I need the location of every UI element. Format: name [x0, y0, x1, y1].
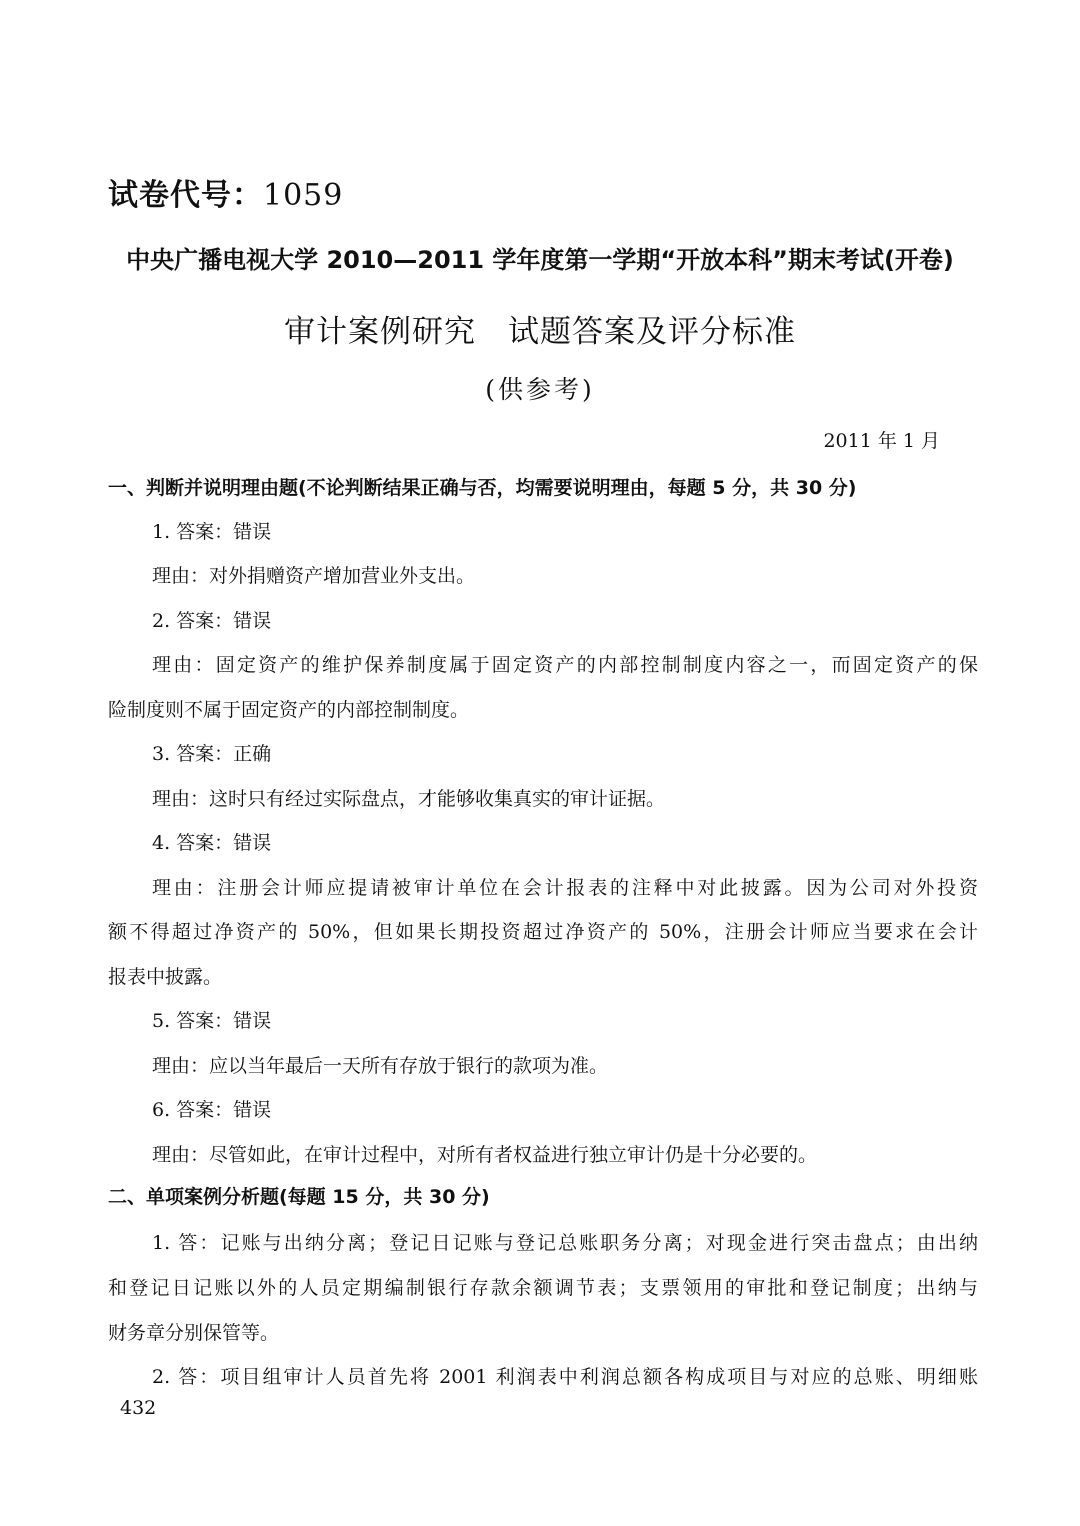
paper-code [108, 170, 343, 214]
page-number: 432 [120, 1397, 157, 1419]
q2-reason-line-1: 理由：固定资产的维护保养制度属于固定资产的内部控制制度内容之一，而固定资产的保 [152, 654, 978, 676]
q4-reason-line-1: 理由：注册会计师应提请被审计单位在会计报表的注释中对此披露。因为公司对外投资 [152, 877, 978, 899]
q6-reason: 理由：尽管如此，在审计过程中，对所有者权益进行独立审计仍是十分必要的。 [152, 1144, 818, 1166]
paper-code-number: 1059 [263, 178, 344, 213]
q5-answer: 5. 答案：错误 [152, 1010, 272, 1032]
s2-q1-line-1: 1. 答：记账与出纳分离；登记日记账与登记总账职务分离；对现金进行突击盘点；由出纳 [152, 1232, 978, 1254]
exam-header: 中央广播电视大学 2010—2011 学年度第一学期“开放本科”期末考试(开卷) [126, 246, 954, 274]
q3-reason: 理由：这时只有经过实际盘点，才能够收集真实的审计证据。 [152, 788, 666, 810]
exam-date: 2011 年 1 月 [823, 430, 940, 452]
section-1-title: 一、判断并说明理由题(不论判断结果正确与否，均需要说明理由，每题 5 分，共 30 分) [108, 477, 857, 499]
q2-reason-line-2: 险制度则不属于固定资产的内部控制制度。 [108, 699, 470, 721]
q2-answer: 2. 答案：错误 [152, 610, 272, 632]
q6-answer: 6. 答案：错误 [152, 1099, 272, 1121]
page-subtitle: (供参考) [485, 375, 595, 404]
s2-q1-line-3: 财务章分别保管等。 [108, 1322, 280, 1344]
page-title: 审计案例研究 试题答案及评分标准 [284, 314, 796, 350]
s2-q2-line-1: 2. 答：项目组审计人员首先将 2001 利润表中利润总额各构成项目与对应的总账、明细账 [152, 1366, 978, 1388]
q4-answer: 4. 答案：错误 [152, 832, 272, 854]
q4-reason-line-2: 额不得超过净资产的 50%，但如果长期投资超过净资产的 50%，注册会计师应当要求在会计 [108, 921, 978, 943]
q1-answer: 1. 答案：错误 [152, 521, 272, 543]
s2-q1-line-2: 和登记日记账以外的人员定期编制银行存款余额调节表；支票领用的审批和登记制度；出纳与 [108, 1277, 978, 1299]
q5-reason: 理由：应以当年最后一天所有存放于银行的款项为准。 [152, 1055, 609, 1077]
q1-reason: 理由：对外捐赠资产增加营业外支出。 [152, 565, 476, 587]
q4-reason-line-3: 报表中披露。 [108, 966, 223, 988]
q3-answer: 3. 答案：正确 [152, 743, 272, 765]
section-2-title: 二、单项案例分析题(每题 15 分，共 30 分) [108, 1186, 490, 1208]
paper-code-label: 试卷代号： [108, 178, 263, 213]
